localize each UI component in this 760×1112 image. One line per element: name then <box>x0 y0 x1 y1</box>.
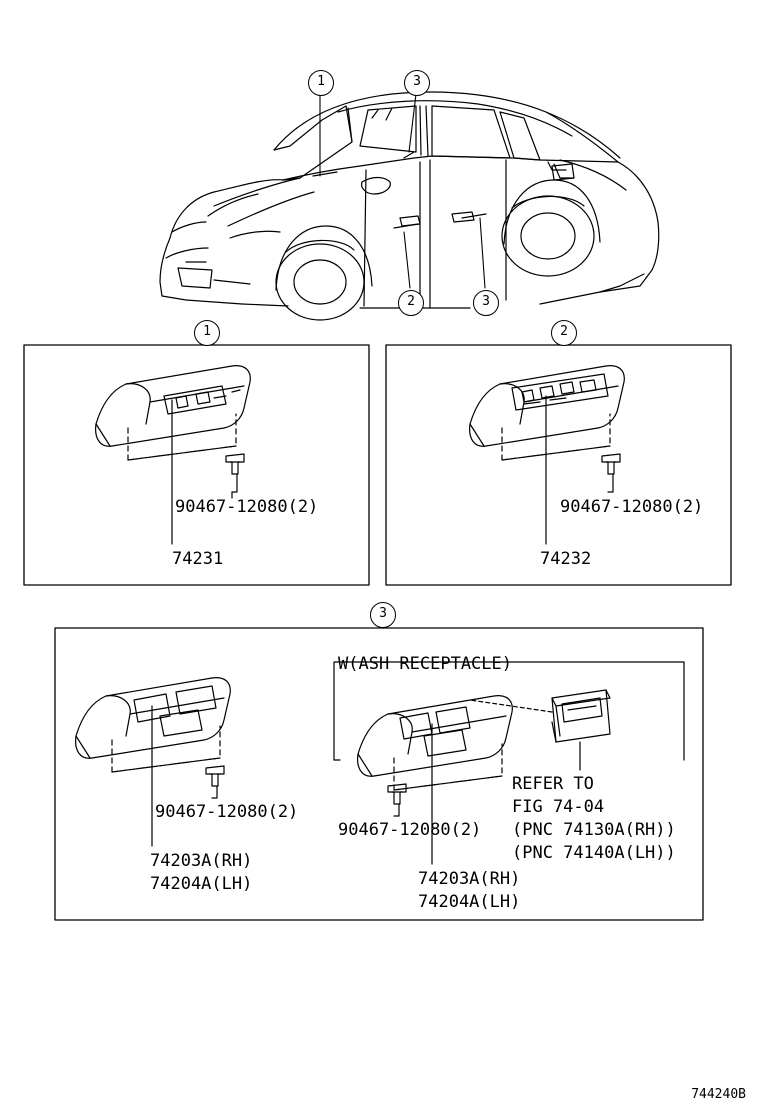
sheet-code: 744240B <box>691 1087 746 1102</box>
panel3-refer-to-line-3: (PNC 74130A(RH)) <box>512 820 676 840</box>
panel-badge-1[interactable]: 1 <box>194 320 220 346</box>
panel2-clip-part-number: 90467-12080(2) <box>560 497 704 517</box>
panel3-left-clip-part-number: 90467-12080(2) <box>155 802 299 822</box>
panel3-right-clip-part-number: 90467-12080(2) <box>338 820 482 840</box>
panel3-ash-receptacle-note: W(ASH RECEPTACLE) <box>338 654 512 674</box>
panel-badge-3[interactable]: 3 <box>370 602 396 628</box>
panel3-left-main-part-number-rh: 74203A(RH) <box>150 851 253 871</box>
vehicle-callout-2[interactable]: 2 <box>398 290 424 316</box>
panel3-refer-to-line-2: FIG 74-04 <box>512 797 605 817</box>
panel2-switch-assembly <box>470 366 625 544</box>
panel3-refer-to-line-1: REFER TO <box>512 774 594 794</box>
car-callout-leaders <box>320 94 485 288</box>
panel2-main-part-number: 74232 <box>540 549 592 569</box>
vehicle-callout-3-top[interactable]: 3 <box>404 70 430 96</box>
panel3-right-main-part-number-rh: 74203A(RH) <box>418 869 521 889</box>
panel-badge-2[interactable]: 2 <box>551 320 577 346</box>
vehicle-callout-3-bottom[interactable]: 3 <box>473 290 499 316</box>
panel1-switch-assembly <box>96 366 251 544</box>
panel1-main-part-number: 74231 <box>172 549 224 569</box>
panel1-clip-part-number: 90467-12080(2) <box>175 497 319 517</box>
panel3-right-main-part-number-lh: 74204A(LH) <box>418 892 521 912</box>
vehicle-callout-1[interactable]: 1 <box>308 70 334 96</box>
panel3-refer-to-line-4: (PNC 74140A(LH)) <box>512 843 676 863</box>
panel3-left-main-part-number-lh: 74204A(LH) <box>150 874 253 894</box>
car-illustration <box>160 92 659 320</box>
